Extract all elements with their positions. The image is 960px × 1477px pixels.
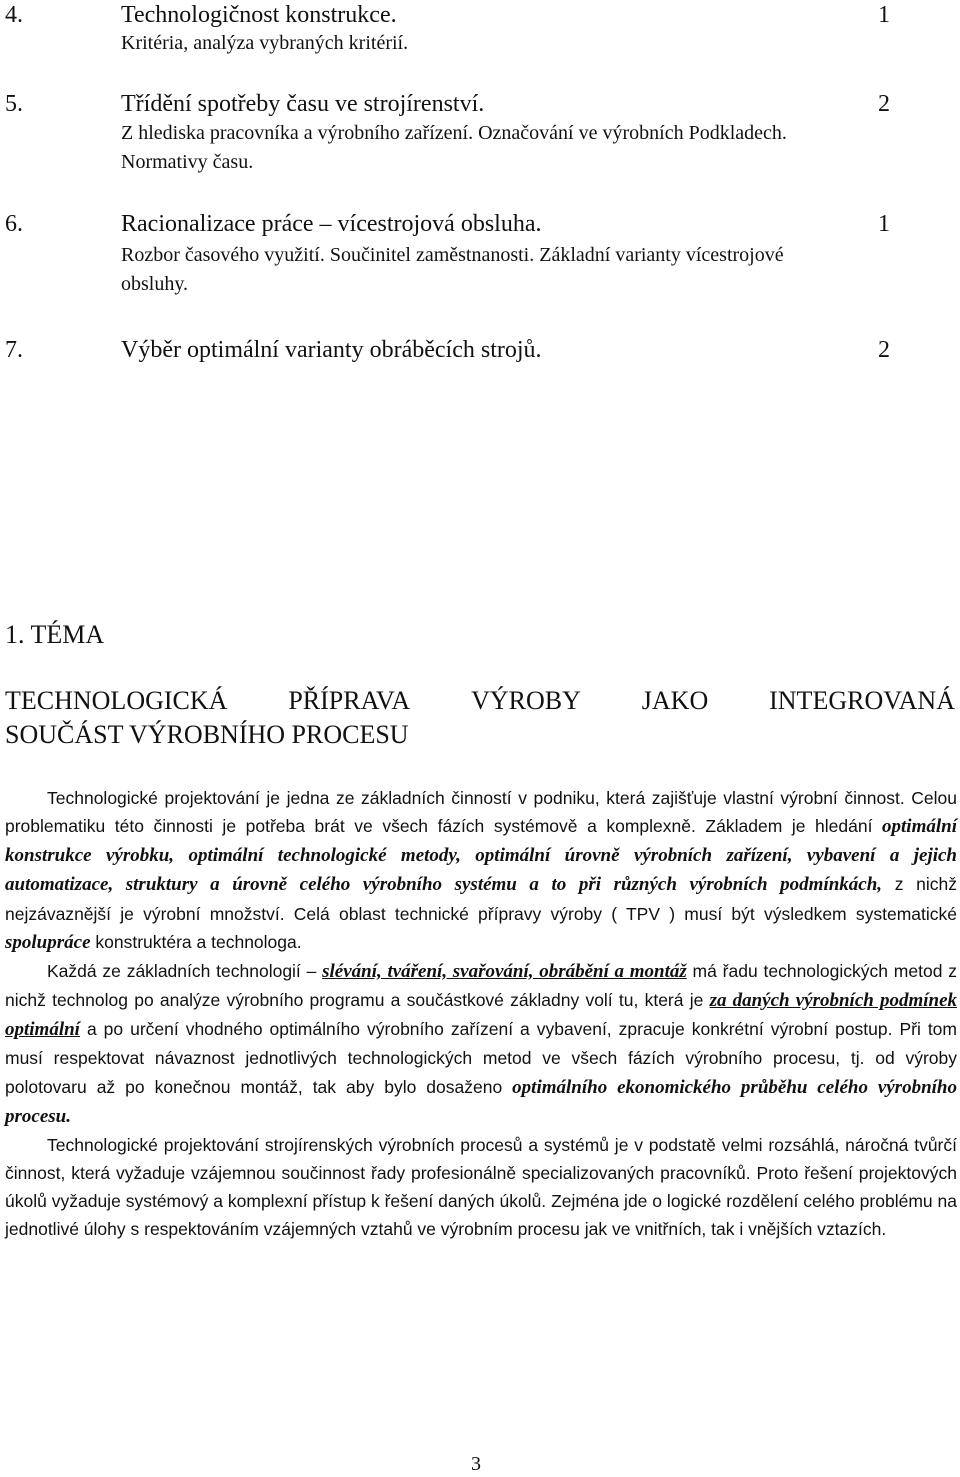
emphasized-text: optimálního ekonomického průběhu celého výrobního procesu.: [5, 1076, 957, 1127]
paragraph-text: z nichž nejzávaznější je výrobní množství. Celá oblast technické přípravy výroby ( TPV ) musí být výsledkem systematické: [5, 874, 958, 924]
section-label: 1. TÉMA: [5, 620, 105, 649]
paragraph: [5, 784, 957, 957]
toc-entry-subtitle: Z hlediska pracovníka a výrobního zařízení. Označování ve výrobních Podkladech. Normativy času.: [121, 122, 787, 173]
paragraph-text: konstruktéra a technologa.: [90, 931, 302, 952]
paragraph: [5, 957, 957, 1131]
heading-word: PŘÍPRAVA: [288, 686, 411, 715]
toc-entry-title: Racionalizace práce – vícestrojová obsluha.: [121, 211, 542, 237]
toc-entry-number: 4.: [5, 2, 23, 28]
section-heading: [5, 684, 955, 752]
toc-entry-hours: 2: [878, 91, 890, 117]
toc-entry-hours: 1: [878, 211, 890, 237]
paragraph-text: má řadu technologických metod z nichž technolog po analýze výrobního programu a součástkové základny volí tu, která je: [5, 960, 957, 1011]
heading-word: VÝROBY: [471, 686, 581, 715]
toc-entry-title: Výběr optimální varianty obráběcích strojů.: [121, 337, 542, 363]
paragraph: Technologické projektování strojírenských výrobních procesů a systémů je v podstatě velmi rozsáhlá, náročná tvůrčí činnost, která vyžaduje vzájemnou součinnost řady profesionálně specializovaných pracovníků. Proto řešení projektových úkolů vyžaduje systémový a komplexní přístup k řešení daných úkolů. Zejména jde o logické rozdělení celého problému na jednotlivé úlohy s respektováním vzájemných vztahů ve výrobním procesu jak ve vnitřních, tak i vnějších vztazích.: [5, 1134, 957, 1240]
section-heading-line-2: SOUČÁST VÝROBNÍHO PROCESU: [5, 720, 409, 749]
paragraph-text: Každá ze základních technologií –: [47, 960, 323, 981]
toc-entry-title: Třídění spotřeby času ve strojírenství.: [121, 91, 485, 117]
paragraph-text: Technologické projektování je jedna ze základních činností v podniku, která zajišťuje vlastní výrobní činnost. Celou problematiku této činnosti je potřeba brát ve všech fázích systémově a komplexně. Základem je hledání: [5, 788, 957, 837]
toc-entry-subtitle: Rozbor časového využití. Součinitel zaměstnanosti. Základní varianty vícestrojové obsluhy.: [121, 244, 784, 295]
toc-entry-number: 5.: [5, 91, 23, 117]
section-heading-line-1: [5, 684, 955, 718]
toc-entry-hours: 1: [878, 2, 890, 28]
heading-word: INTEGROVANÁ: [769, 686, 955, 715]
body-text: [5, 784, 957, 1244]
toc-entry-subtitle: Kritéria, analýza vybraných kritérií.: [121, 32, 409, 54]
emphasized-text: optimální konstrukce výrobku, optimální technologické metody, optimální úrovně výrobních zařízení, vybavení a jejich automatizace, struktury a úrovně celého výrobního systému a to při různých výrobních podmínkách,: [5, 816, 957, 896]
emphasized-text: spolupráce: [5, 931, 91, 953]
toc-entry-number: 6.: [5, 211, 23, 237]
emphasized-text: za daných výrobních podmínek optimální: [5, 990, 958, 1041]
toc-entry-title: Technologičnost konstrukce.: [121, 2, 397, 28]
heading-word: JAKO: [641, 686, 709, 715]
paragraph-text: a po určení vhodného optimálního výrobního zařízení a vybavení, zpracuje konkrétní výrobní postup. Při tom musí respektovat návaznost jednotlivých technologických metod ve všech fázích výrobního procesu, tj. od výroby polotovaru až po konečnou montáž, tak aby bylo dosaženo: [5, 1019, 957, 1097]
heading-word: TECHNOLOGICKÁ: [5, 686, 228, 715]
toc-entry-number: 7.: [5, 337, 23, 363]
emphasized-text: slévání, tváření, svařování, obrábění a montáž: [322, 960, 687, 982]
page-number: 3: [471, 1453, 481, 1475]
toc-entry-hours: 2: [878, 337, 890, 363]
